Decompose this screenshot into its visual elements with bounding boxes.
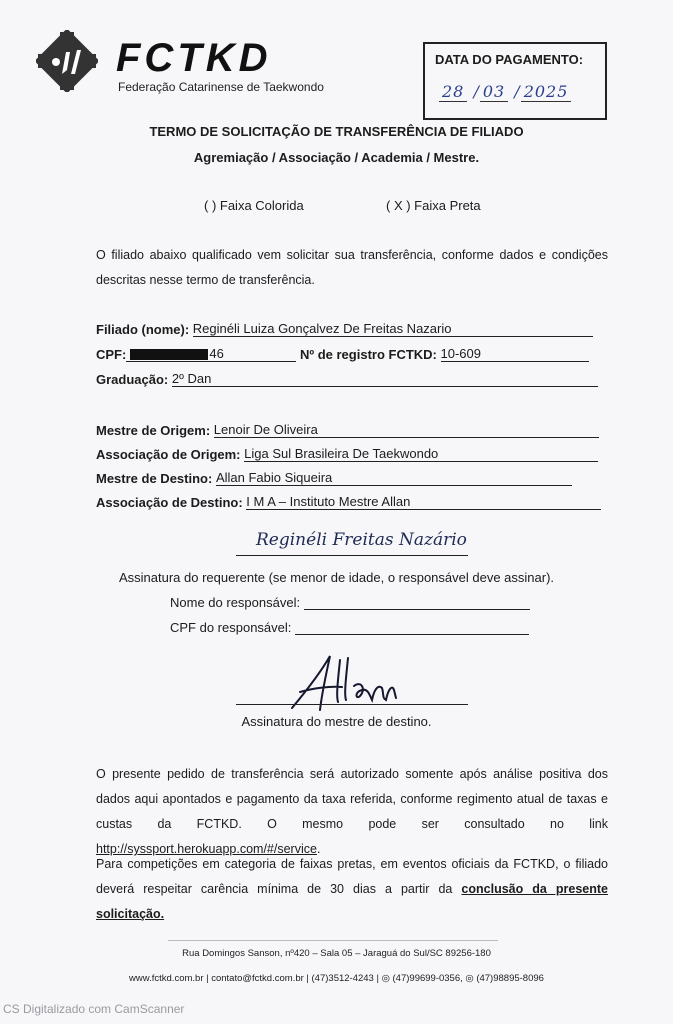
registration-label: Nº de registro FCTKD: — [299, 347, 437, 362]
destination-master-row — [96, 470, 572, 486]
cpf-suffix: 46 — [209, 346, 224, 361]
guardian-name-row — [170, 594, 530, 610]
waiting-period-emphasis: conclusão da presente solicitação. — [96, 882, 608, 921]
footer-contacts: www.fctkd.com.br | contato@fctkd.com.br | (47)3512-4243 | ◎ (47)99699-0356, ◎ (47)98895-8096 — [129, 973, 544, 984]
guardian-name-label: Nome do responsável: — [170, 595, 301, 610]
waiting-period-note — [96, 852, 608, 927]
org-name: Federação Catarinense de Taekwondo — [118, 80, 324, 94]
destination-association-label: Associação de Destino: — [96, 495, 243, 510]
requester-signature: Reginéli Freitas Nazário — [256, 530, 467, 550]
grade-row — [96, 371, 598, 387]
origin-association-value: Liga Sul Brasileira De Taekwondo — [244, 446, 598, 462]
guardian-cpf-blank — [295, 619, 529, 635]
footer-address: Rua Domingos Sanson, nº420 – Sala 05 – Jaraguá do Sul/SC 89256-180 — [182, 948, 491, 959]
option-colored-belt: ( ) Faixa Colorida — [204, 198, 304, 213]
grade-label: Graduação: — [96, 372, 169, 387]
fctkd-logo-icon — [36, 30, 98, 92]
guardian-name-blank — [304, 594, 530, 610]
waiting-period-text: Para competições em categoria de faixas pretas, em eventos oficiais da FCTKD, o filiado deverá respeitar carência mínima de 30 dias a partir da — [96, 857, 608, 896]
authorization-note: O presente pedido de transferência será autorizado somente após análise positiva dos dados aqui apontados e pagamento da taxa referida, conforme regimento atual de taxas e custas da FCTKD. O mesmo pode ser consultado no link http://syssport.herokuapp.com/#/service. — [96, 767, 608, 856]
member-name-label: Filiado (nome): — [96, 322, 190, 337]
member-name-value: Reginéli Luiza Gonçalvez De Freitas Nazario — [193, 321, 593, 337]
guardian-cpf-row — [170, 619, 529, 635]
payment-day: 28 — [439, 82, 467, 102]
cpf-redaction — [130, 349, 208, 360]
master-signature — [282, 650, 412, 720]
payment-date-box — [423, 42, 607, 120]
cpf-row — [96, 346, 589, 362]
document-subtitle: Agremiação / Associação / Academia / Mestre. — [193, 150, 480, 165]
master-signature-caption: Assinatura do mestre de destino. — [241, 714, 432, 729]
logo-text: FCTKD — [116, 36, 272, 80]
member-name-row — [96, 321, 593, 337]
origin-master-value: Lenoir De Oliveira — [214, 422, 599, 438]
payment-date-value: 28 / 03 / 2025 — [439, 82, 571, 102]
footer-divider — [168, 940, 498, 941]
authorization-note-text: O presente pedido de transferência será autorizado somente após análise positiva dos dados aqui apontados e pagamento da taxa referida, conforme regimento atual de taxas e custas da FCTKD. O mesmo pode ser consultado no link — [96, 767, 608, 831]
requester-signature-caption: Assinatura do requerente (se menor de idade, o responsável deve assinar). — [118, 570, 555, 585]
registration-value: 10-609 — [441, 346, 589, 362]
destination-association-row — [96, 494, 601, 510]
origin-master-label: Mestre de Origem: — [96, 423, 211, 438]
option-black-belt: ( X ) Faixa Preta — [386, 198, 481, 213]
payment-month: 03 — [480, 82, 508, 102]
document-title: TERMO DE SOLICITAÇÃO DE TRANSFERÊNCIA DE FILIADO — [149, 124, 524, 139]
destination-master-label: Mestre de Destino: — [96, 471, 213, 486]
cpf-label: CPF: — [96, 347, 127, 362]
scanner-watermark: CS Digitalizado com CamScanner — [3, 1002, 185, 1016]
payment-date-label: DATA DO PAGAMENTO: — [435, 52, 584, 67]
guardian-cpf-label: CPF do responsável: — [170, 620, 292, 635]
payment-year: 2025 — [521, 82, 572, 102]
origin-association-row — [96, 446, 598, 462]
destination-association-value: I M A – Instituto Mestre Allan — [246, 494, 601, 510]
requester-signature-line — [236, 555, 468, 556]
service-link[interactable]: http://syssport.herokuapp.com/#/service — [96, 842, 317, 856]
grade-value: 2º Dan — [172, 371, 598, 387]
master-signature-line — [236, 704, 468, 705]
cpf-value — [126, 346, 296, 362]
origin-association-label: Associação de Origem: — [96, 447, 241, 462]
intro-paragraph: O filiado abaixo qualificado vem solicitar sua transferência, conforme dados e condições descritas nesse termo de transferência. — [96, 248, 608, 287]
origin-master-row — [96, 422, 599, 438]
destination-master-value: Allan Fabio Siqueira — [216, 470, 572, 486]
